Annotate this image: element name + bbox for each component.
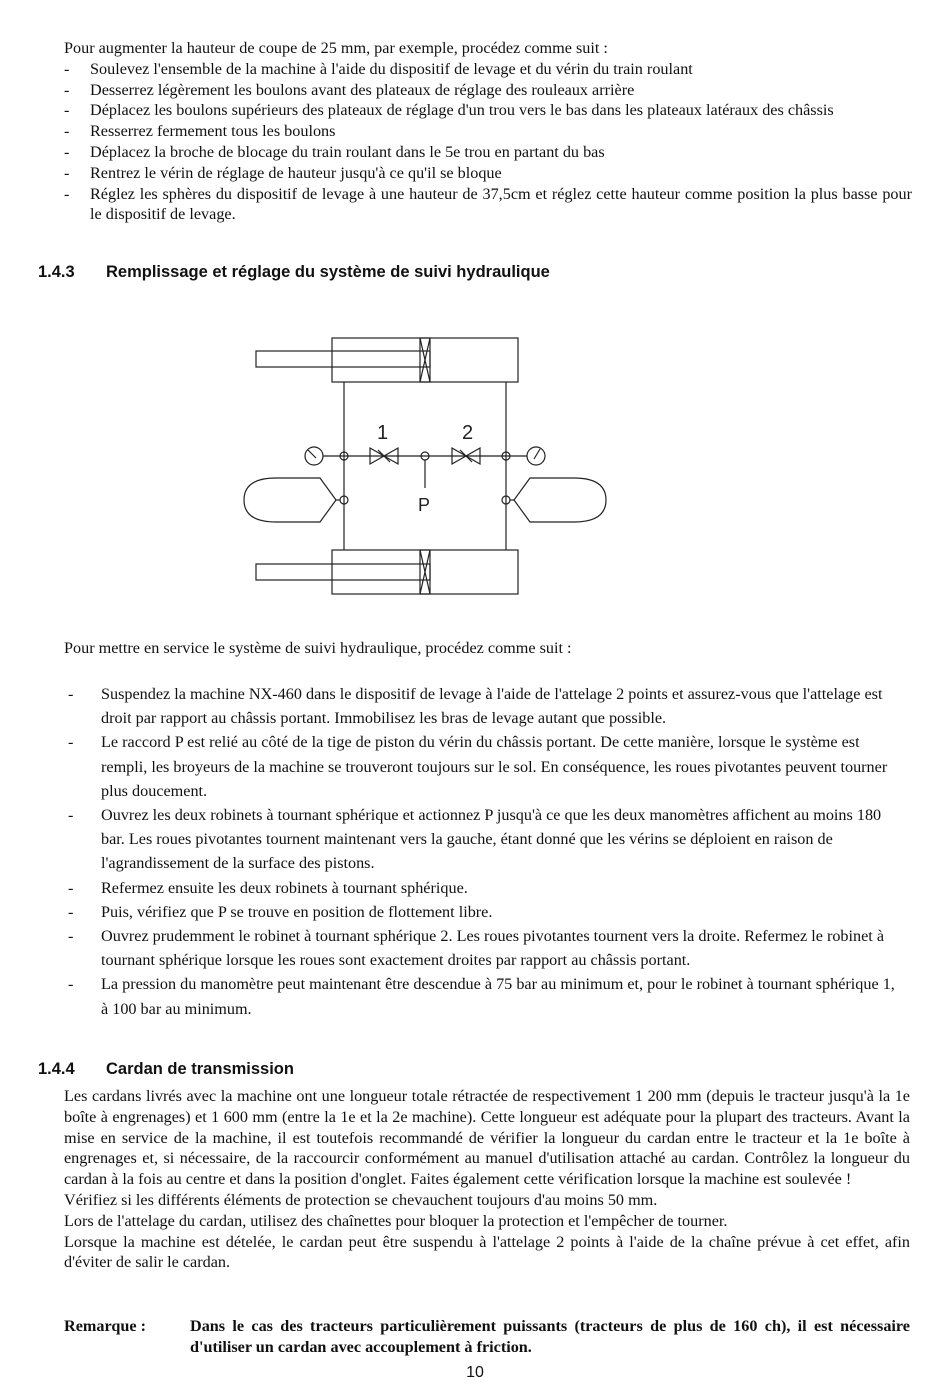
right-accumulator xyxy=(514,478,606,522)
remark-label: Remarque : xyxy=(64,1317,146,1335)
hydraulic-setup-steps xyxy=(68,682,898,1021)
paragraph: Lorsque la machine est dételée, le cardan peut être suspendu à l'attelage 2 points à l'aide de la chaîne prévue à cet effet, afin d'éviter de salir le cardan. xyxy=(64,1232,910,1272)
paragraph: Lors de l'attelage du cardan, utilisez des chaînettes pour bloquer la protection et l'empêcher de tourner. xyxy=(64,1211,728,1230)
section-heading-1-4-3 xyxy=(38,262,550,282)
list-item: - La pression du manomètre peut maintenant être descendue à 75 bar au minimum et, pour le robinet à tournant sphérique 1, à 100 bar au minimum. xyxy=(68,972,898,1020)
page-number: 10 xyxy=(466,1364,484,1381)
setup-lead: Pour mettre en service le système de suivi hydraulique, procédez comme suit : xyxy=(64,639,572,657)
section-heading-1-4-4 xyxy=(38,1059,294,1079)
paragraph: Vérifiez si les différents éléments de protection se chevauchent toujours d'au moins 50 mm. xyxy=(64,1190,658,1209)
section-number: 1.4.4 xyxy=(38,1060,75,1078)
intro-steps-list xyxy=(64,59,912,225)
list-item: - Suspendez la machine NX-460 dans le dispositif de levage à l'aide de l'attelage 2 points et assurez-vous que l'attelage est droit par rapport au châssis portant. Immobilisez les bras de levage autant que possible. xyxy=(68,682,898,730)
list-item: - Ouvrez prudemment le robinet à tournant sphérique 2. Les roues pivotantes tournent vers la droite. Refermez le robinet à tournant sphérique lorsque les roues sont exactement droites par rapport au châssis portant. xyxy=(68,924,898,972)
top-cylinder-rod xyxy=(256,351,430,367)
remark-note xyxy=(64,1316,910,1358)
valve-2-label: 2 xyxy=(462,422,474,444)
list-item: - Réglez les sphères du dispositif de levage à une hauteur de 37,5cm et réglez cette hauteur comme position la plus basse pour le dispositif de levage. xyxy=(64,184,912,226)
valve-1-label: 1 xyxy=(377,422,389,444)
section-title: Cardan de transmission xyxy=(106,1060,294,1078)
cardan-text xyxy=(64,1086,910,1273)
setup-steps-list xyxy=(68,682,898,1021)
list-item: - Resserrez fermement tous les boulons xyxy=(64,121,912,142)
intro-lead: Pour augmenter la hauteur de coupe de 25 mm, par exemple, procédez comme suit : xyxy=(64,39,608,57)
paragraph: Les cardans livrés avec la machine ont une longueur totale rétractée de respectivement 1 200 mm (depuis le tracteur jusqu'à la 1e boîte à engrenages) et 1 600 mm (entre la 1e et la 2e machine). Cette longueur est adéquate pour la plupart des tracteurs. Avant la mise en service de la machine, il est toutefois recommandé de vérifier la longueur du cardan entre le tracteur et la 1e boîte à engrenages et, si nécessaire, de la raccourcir conformément au manuel d'utilisation attaché au cardan. Contrôlez la longueur du cardan à la fois au centre et dans la position d'onglet. Faites également cette vérification lorsque la machine est soulevée ! xyxy=(64,1087,910,1189)
cutting-height-instructions xyxy=(64,38,912,225)
list-item: - Puis, vérifiez que P se trouve en position de flottement libre. xyxy=(68,900,898,924)
list-item: - Soulevez l'ensemble de la machine à l'aide du dispositif de levage et du vérin du train roulant xyxy=(64,59,912,80)
list-item: - Desserrez légèrement les boulons avant des plateaux de réglage des rouleaux arrière xyxy=(64,80,912,101)
left-accumulator xyxy=(244,478,336,522)
port-p-label: P xyxy=(418,495,431,515)
list-item: - Rentrez le vérin de réglage de hauteur jusqu'à ce qu'il se bloque xyxy=(64,163,912,184)
list-item: - Ouvrez les deux robinets à tournant sphérique et actionnez P jusqu'à ce que les deux manomètres affichent au moins 180 bar. Les roues pivotantes tournent maintenant vers la gauche, étant donné que les vérins se déploient en raison de l'agrandissement de la surface des pistons. xyxy=(68,803,898,876)
list-item: - Refermez ensuite les deux robinets à tournant sphérique. xyxy=(68,876,898,900)
bottom-cylinder-rod xyxy=(256,564,430,580)
list-item: - Le raccord P est relié au côté de la tige de piston du vérin du châssis portant. De cette manière, lorsque le système est rempli, les broyeurs de la machine se trouveront toujours sur le sol. En conséquence, les roues pivotantes peuvent tourner plus doucement. xyxy=(68,730,898,803)
section-title: Remplissage et réglage du système de suivi hydraulique xyxy=(106,263,550,281)
remark-text: Dans le cas des tracteurs particulièrement puissants (tracteurs de plus de 160 ch), il est nécessaire d'utiliser un cardan avec accouplement à friction. xyxy=(190,1317,910,1356)
list-item: - Déplacez la broche de blocage du train roulant dans le 5e trou en partant du bas xyxy=(64,142,912,163)
list-item: - Déplacez les boulons supérieurs des plateaux de réglage d'un trou vers le bas dans les plateaux latéraux des châssis xyxy=(64,100,912,121)
section-number: 1.4.3 xyxy=(38,263,75,281)
hydraulic-diagram xyxy=(236,328,616,600)
